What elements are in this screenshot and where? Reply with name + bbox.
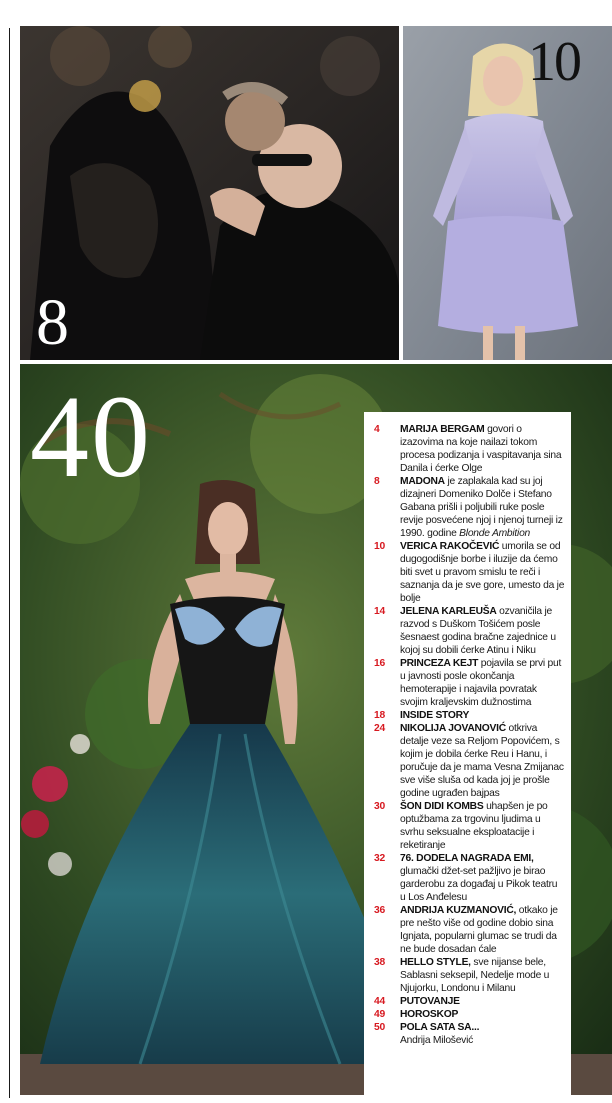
page-number: 10 [374, 541, 385, 552]
contents-entry[interactable] [374, 800, 565, 852]
page-number: 50 [374, 1022, 385, 1033]
entry-headline: INSIDE STORY [400, 710, 470, 721]
contents-entry[interactable] [374, 852, 565, 904]
entry-italic-text: Blonde Ambition [459, 528, 531, 539]
photo-madona-image [20, 26, 399, 360]
page-number [374, 1034, 400, 1047]
feature-number-40: 40 [30, 371, 152, 502]
contents-entry-continuation [374, 1034, 565, 1047]
contents-entry[interactable] [374, 904, 565, 956]
page-margin-rule [9, 28, 10, 1098]
entry-text: sve nijanse bele, Sablasni seksepil, Nedelje mode u Njujorku, Londonu i Milanu [400, 957, 550, 994]
entry-headline: MARIJA BERGAM [400, 424, 485, 435]
feature-number-8: 8 [36, 286, 69, 359]
entry-text: govori o izazovima na koje nailazi tokom procesa podizanja i vaspitavanja sina Danila i ćerke Olge [400, 424, 562, 474]
contents-entry[interactable] [374, 475, 565, 540]
entry-headline: POLA SATA SA... [400, 1022, 480, 1033]
photo-verica-image [403, 26, 612, 360]
entry-text: glumački džet-set pažljivo je birao garderobu za događaj u Pikok teatru u Los Anđelesu [400, 866, 558, 903]
page-number: 24 [374, 723, 385, 734]
contents-entry[interactable] [374, 423, 565, 475]
contents-entry[interactable] [374, 540, 565, 605]
contents-entry[interactable] [374, 995, 565, 1008]
entry-text: pojavila se prvi put u javnosti posle okončanja hemoterapije i najavila povratak svojim kraljevskim dužnostima [400, 658, 562, 708]
contents-entry[interactable] [374, 1021, 565, 1034]
entry-text: je zaplakala kad su joj dizajneri Domeniko Dolče i Stefano Gabana prišli i poljubili ruke posle revije posvećene njoj i njenoj turneji iz 1990. godine [400, 476, 563, 539]
photo-madona-kiss [20, 26, 399, 360]
contents-entry[interactable] [374, 657, 565, 709]
photo-verica-rakocevic [403, 26, 612, 360]
page-number: 8 [374, 476, 380, 487]
page-number: 30 [374, 801, 385, 812]
page-number: 38 [374, 957, 385, 968]
entry-headline: HOROSKOP [400, 1009, 459, 1020]
contents-entry[interactable] [374, 1008, 565, 1021]
page-number: 32 [374, 853, 385, 864]
contents-entry[interactable] [374, 956, 565, 995]
entry-headline: JELENA KARLEUŠA [400, 606, 497, 617]
page-number: 36 [374, 905, 385, 916]
entry-text: otkako je pre nešto više od godine dobio sina Ignjata, popularni glumac se trudi da ne bude dosadan ćale [400, 905, 558, 955]
entry-headline: PRINCEZA KEJT [400, 658, 479, 669]
entry-text: otkriva detalje veze sa Reljom Popovićem, s kojim je dobila ćerke Reu i Hanu, i poručuje da je mama Vesna Zmijanac sve više sluša od kada joj je prošle godine ugrađen bajpas [400, 723, 564, 799]
table-of-contents [364, 412, 571, 1095]
page-number: 18 [374, 710, 385, 721]
entry-headline: PUTOVANJE [400, 996, 460, 1007]
entry-headline: 76. DODELA NAGRADA EMI, [400, 853, 534, 864]
entry-headline: VERICA RAKOČEVIĆ [400, 541, 500, 552]
feature-number-10: 10 [528, 31, 580, 93]
entry-headline: ŠON DIDI KOMBS [400, 801, 484, 812]
entry-headline: MADONA [400, 476, 445, 487]
entry-headline: NIKOLIJA JOVANOVIĆ [400, 723, 506, 734]
page-number: 4 [374, 424, 380, 435]
entry-text: umorila se od dugogodišnje borbe i iluzije da ćemo biti svet u pravom smislu te reči i saznanja da je sve gore, umesto da je bolje [400, 541, 565, 604]
entry-text: uhapšen je po optužbama za trgovinu ljudima u svrhu seksualne eksploatacije i reketiranje [400, 801, 548, 851]
entry-text: Andrija Milošević [400, 1035, 474, 1046]
page-number: 49 [374, 1009, 385, 1020]
page-number: 14 [374, 606, 385, 617]
contents-entry[interactable] [374, 722, 565, 800]
entry-text: ozvaničila je razvod s Duškom Tošićem posle šesnaest godina bračne zajednice u kojoj su dobili ćerke Atinu i Niku [400, 606, 556, 656]
contents-entry[interactable] [374, 709, 565, 722]
page-number: 44 [374, 996, 385, 1007]
page-number: 16 [374, 658, 385, 669]
contents-entry[interactable] [374, 605, 565, 657]
entry-headline: ANDRIJA KUZMANOVIĆ, [400, 905, 517, 916]
entry-headline: HELLO STYLE, [400, 957, 471, 968]
